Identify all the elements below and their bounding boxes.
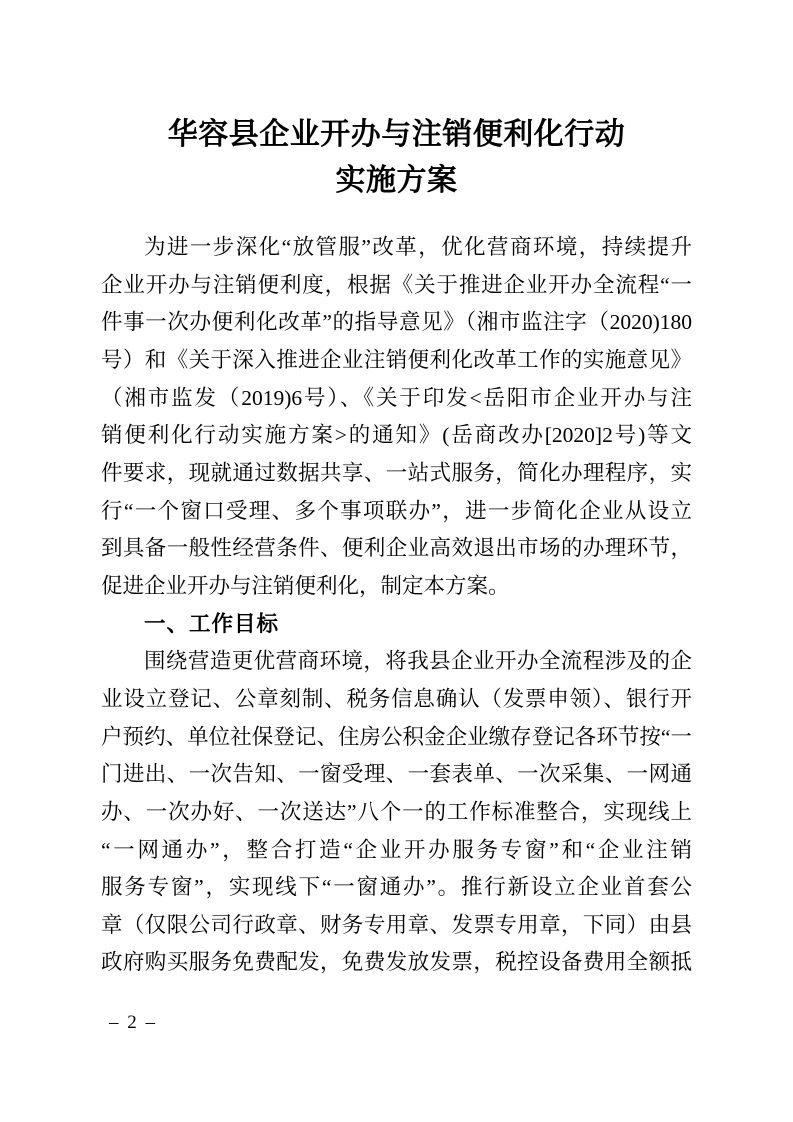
- text-line: 章（仅限公司行政章、财务专用章、发票专用章，下同）由县: [101, 912, 692, 937]
- text-line: 行“一个窗口受理、多个事项联办”，进一步简化企业从设立: [101, 498, 692, 523]
- text-line: 政府购买服务免费配发，免费发放发票，税控设备费用全额抵: [101, 950, 692, 975]
- text-line: 围绕营造更优营商环境，将我县企业开办全流程涉及的企: [144, 649, 692, 674]
- document-title-line-2: 实施方案: [335, 164, 458, 197]
- text-line: 户预约、单位社保登记、住房公积金企业缴存登记各环节按“一: [101, 724, 692, 749]
- text-line: （湘市监发（2019)6号）、《关于印发<岳阳市企业开办与注: [101, 385, 692, 410]
- text-line: 销便利化行动实施方案>的通知》(岳商改办[2020]2号)等文: [101, 423, 692, 448]
- text-line: “一网通办”，整合打造“企业开办服务专窗”和“企业注销: [101, 837, 692, 862]
- document-title: [0, 112, 793, 204]
- text-line: 门进出、一次告知、一窗受理、一套表单、一次采集、一网通: [101, 762, 692, 787]
- text-line: 促进企业开办与注销便利化，制定本方案。: [101, 573, 510, 598]
- text-line: 办、一次办好、一次送达”八个一的工作标准整合，实现线上: [101, 799, 692, 824]
- text-line: 件事一次办便利化改革”的指导意见》（湘市监注字（2020)180: [101, 310, 692, 335]
- document-body: [101, 229, 692, 982]
- text-line: 为进一步深化“放管服”改革，优化营商环境，持续提升: [144, 235, 692, 259]
- text-line: 业设立登记、公章刻制、税务信息确认（发票申领）、银行开: [101, 686, 692, 711]
- section-heading-work-goals: 一、工作目标: [144, 611, 280, 636]
- text-line: 企业开办与注销便利度，根据《关于推进企业开办全流程“一: [101, 272, 692, 297]
- paragraph-2: [101, 643, 692, 982]
- text-line: 件要求，现就通过数据共享、一站式服务，简化办理程序，实: [101, 460, 692, 485]
- text-line: 号）和《关于深入推进企业注销便利化改革工作的实施意见》: [101, 347, 692, 372]
- text-line: 服务专窗”，实现线下“一窗通办”。推行新设立企业首套公: [101, 875, 692, 900]
- page-number: – 2 –: [109, 1012, 157, 1033]
- text-line: 到具备一般性经营条件、便利企业高效退出市场的办理环节，: [101, 536, 692, 561]
- paragraph-1: [101, 229, 692, 606]
- document-title-line-1: 华容县企业开办与注销便利化行动: [167, 118, 626, 151]
